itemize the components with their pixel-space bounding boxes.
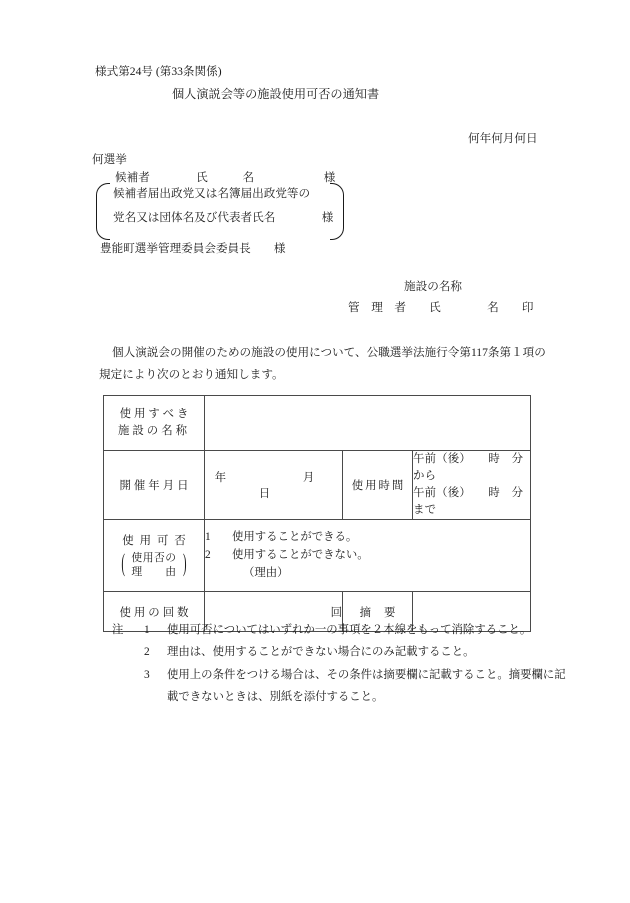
addressee-party-line-1: 候補者届出政党又は名簿届出政党等の <box>113 187 311 200</box>
paren-left-icon: ( <box>121 550 126 579</box>
addressee-election-committee: 豊能町選挙管理委員会委員長 様 <box>100 242 286 255</box>
document-date: 何年何月何日 <box>468 132 538 145</box>
note-text: 使用上の条件をつける場合は、その条件は摘要欄に記載すること。摘要欄に記 <box>167 668 566 681</box>
permission-option-1-number: 1 <box>205 531 211 544</box>
permission-reason-label: （理由） <box>243 566 289 579</box>
election-name: 何選挙 <box>92 153 127 166</box>
addressee-party-brace-group <box>96 188 344 236</box>
note-number: 1 <box>144 624 150 636</box>
facility-label-line-1: 使用すべき <box>119 408 192 421</box>
cell-remarks-label: 摘要 <box>343 592 413 632</box>
note-text: 理由は、使用することができない場合にのみ記載すること。 <box>167 646 475 659</box>
note-item <box>112 625 572 636</box>
cell-date-label: 開催年月日 <box>104 451 205 520</box>
note-item <box>112 647 572 658</box>
permission-sub-line-2: 理 由 <box>131 566 177 579</box>
paren-right-icon: ) <box>182 550 187 579</box>
notes-section <box>112 625 572 715</box>
table-row-facility <box>104 396 531 451</box>
permission-option-1-text: 使用することができる。 <box>232 531 358 544</box>
note-number: 2 <box>144 646 150 659</box>
permission-option-2-number: 2 <box>205 549 211 562</box>
addressee-candidate: 候補者 氏 名 様 <box>115 171 336 184</box>
addressee-party-line-2: 党名又は団体名及び代表者氏名 様 <box>113 211 334 224</box>
notification-form-table <box>103 395 531 632</box>
cell-count-label: 使用の回数 <box>104 592 205 632</box>
time-value-line-2: 午前（後） 時 分まで <box>413 487 524 517</box>
issuer-facility-name-label: 施設の名称 <box>404 280 462 293</box>
cell-facility-value[interactable] <box>205 396 531 451</box>
notes-heading: 注 <box>112 624 124 636</box>
cell-permission-options[interactable] <box>205 520 531 592</box>
table-row-date-time <box>104 451 531 520</box>
cell-permission-label <box>104 520 205 592</box>
body-paragraph-line-1: 個人演説会の開催のための施設の使用について、公職選挙法施行令第117条第１項の <box>112 346 546 359</box>
permission-sub-line-1: 使用否の <box>131 551 177 564</box>
form-number: 様式第24号 (第33条関係) <box>95 65 222 78</box>
facility-label-line-2: 施設の名称 <box>118 425 190 437</box>
time-value-line-1: 午前（後） 時 分から <box>413 453 524 483</box>
cell-time-value[interactable] <box>413 451 531 520</box>
permission-option-2-text: 使用することができない。 <box>232 549 369 562</box>
permission-label-text: 使用可否 <box>122 534 192 547</box>
cell-time-label: 使用時間 <box>343 451 413 520</box>
note-continuation: 載できないときは、別紙を添付すること。 <box>167 691 384 704</box>
note-number: 3 <box>144 668 150 681</box>
cell-facility-label <box>104 396 205 451</box>
cell-count-value[interactable]: 回 <box>205 592 343 632</box>
brace-left-icon <box>96 183 110 240</box>
date-value-text: 年 月 日 <box>214 472 392 501</box>
table-row-permission <box>104 520 531 592</box>
body-paragraph-line-2: 規定により次のとおり通知します。 <box>99 368 284 381</box>
document-title: 個人演説会等の施設使用可否の通知書 <box>172 87 380 101</box>
note-item <box>112 670 572 704</box>
issuer-manager-name-label: 管 理 者 氏 名 印 <box>348 301 534 314</box>
permission-reason-parenthetical <box>120 551 187 580</box>
note-text: 使用可否についてはいずれか一の事項を２本線をもって消除すること。 <box>167 624 532 636</box>
